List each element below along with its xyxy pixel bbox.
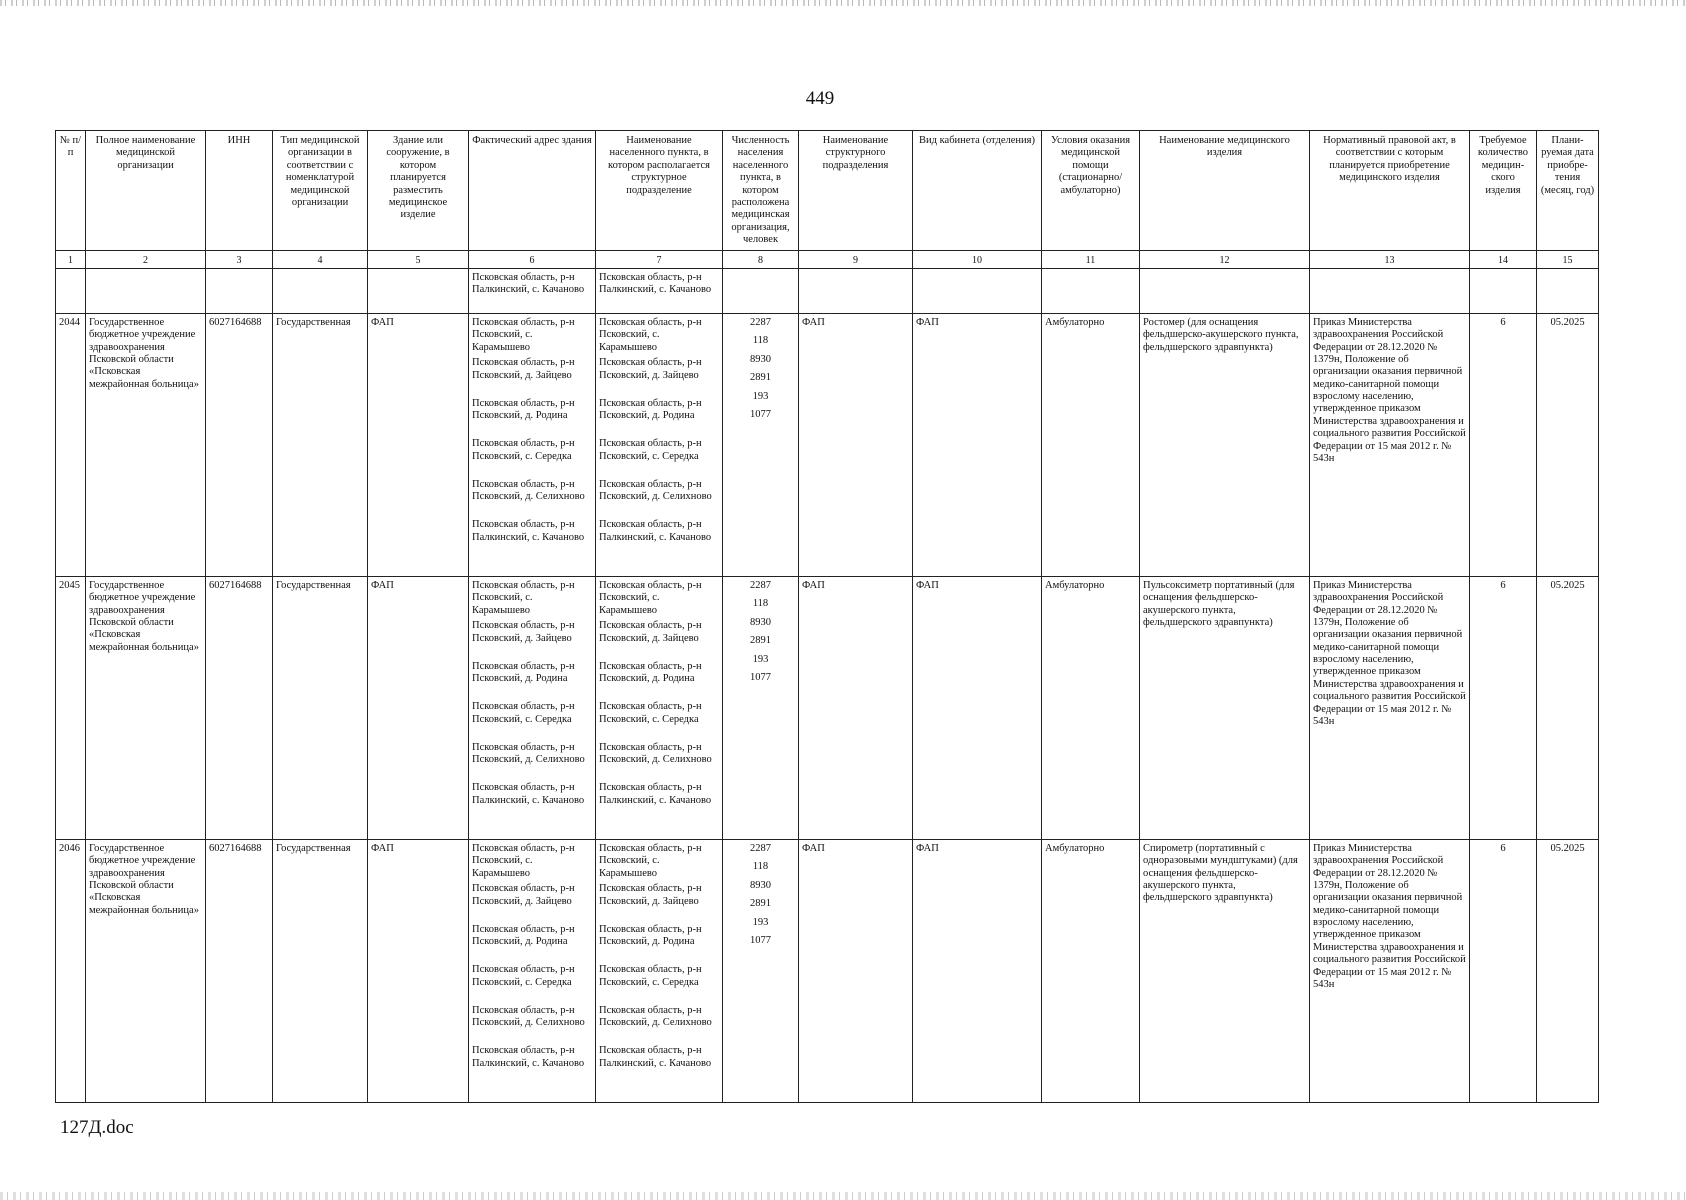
population-value: 118 [752, 598, 769, 610]
building-cell: ФАП [368, 313, 469, 576]
population-cell [723, 576, 799, 839]
cabinet-type-cell: ФАП [913, 313, 1042, 576]
header-cell: ИНН [206, 131, 273, 251]
header-cell: Наименование структурного подразделения [799, 131, 913, 251]
care-conditions-cell: Амбулаторно [1042, 313, 1140, 576]
care-conditions-cell: Амбулаторно [1042, 839, 1140, 1102]
settlement-entry: Псковская область, р-н Палкинский, с. Качаново [599, 1045, 712, 1069]
settlement-entry: Псковская область, р-н Псковский, с. Карамышево [599, 842, 702, 879]
address-entry: Псковская область, р-н Псковский, д. Зайцево [472, 883, 575, 907]
settlement-entry: Псковская область, р-н Псковский, д. Селихново [599, 1004, 712, 1029]
settlement-entry: Псковская область, р-н Псковский, с. Карамышево [599, 579, 702, 616]
settlement-entry: Псковская область, р-н Псковский, д. Зайцево [599, 357, 702, 381]
scan-edge-bottom [0, 1192, 1686, 1200]
address-entry: Псковская область, р-н Палкинский, с. Качаново [472, 782, 585, 806]
column-number-row [56, 251, 1599, 269]
header-cell: Наименование населенного пункта, в котором располагается структурное подразделение [596, 131, 723, 251]
quantity-cell: 6 [1470, 839, 1537, 1102]
column-number: 8 [723, 251, 799, 269]
header-cell: Вид кабинета (отделения) [913, 131, 1042, 251]
inn-cell: 6027164688 [206, 576, 273, 839]
settlement-cell: Псковская область, р-н Палкинский, с. Качаново [596, 268, 723, 313]
medical-device-cell: Пульсоксиметр портативный (для оснащения фельдшерско-акушерского пункта, фельдшерского здравпункта) [1140, 576, 1310, 839]
column-number: 10 [913, 251, 1042, 269]
care-conditions-cell: Амбулаторно [1042, 576, 1140, 839]
purchase-date-cell: 05.2025 [1537, 313, 1599, 576]
settlement-entry: Псковская область, р-н Псковский, д. Зайцево [599, 883, 702, 907]
address-entry: Псковская область, р-н Псковский, с. Середка [472, 964, 575, 988]
organization-cell: Государственное бюджетное учреждение здравоохранения Псковской области «Псковская межрайонная больница» [86, 839, 206, 1102]
row-number-cell: 2045 [56, 576, 86, 839]
settlement-cell [596, 839, 723, 1102]
organization-cell: Государственное бюджетное учреждение здравоохранения Псковской области «Псковская межрайонная больница» [86, 576, 206, 839]
column-number: 11 [1042, 251, 1140, 269]
header-cell: Тип медицинской организации в соответствии с номенклатурой медицинской организации [273, 131, 368, 251]
structural-unit-cell: ФАП [799, 576, 913, 839]
population-value: 2891 [750, 898, 771, 910]
address-entry: Псковская область, р-н Псковский, с. Карамышево [472, 316, 575, 353]
organization-cell: Государственное бюджетное учреждение здравоохранения Псковской области «Псковская межрайонная больница» [86, 313, 206, 576]
org-type-cell: Государственная [273, 839, 368, 1102]
column-number: 5 [368, 251, 469, 269]
column-number: 12 [1140, 251, 1310, 269]
address-entry: Псковская область, р-н Псковский, д. Родина [472, 660, 575, 685]
column-number: 6 [469, 251, 596, 269]
table-row [56, 313, 1599, 576]
purchase-date-cell: 05.2025 [1537, 576, 1599, 839]
building-cell: ФАП [368, 839, 469, 1102]
settlement-cell [596, 576, 723, 839]
population-value: 118 [752, 335, 769, 347]
address-entry: Псковская область, р-н Псковский, д. Зайцево [472, 357, 575, 381]
population-cell [723, 839, 799, 1102]
address-entry: Псковская область, р-н Псковский, с. Середка [472, 438, 575, 462]
quantity-cell: 6 [1470, 313, 1537, 576]
population-cell [723, 313, 799, 576]
continuation-row [56, 268, 1599, 313]
population-value: 118 [752, 861, 769, 873]
address-entry: Псковская область, р-н Палкинский, с. Качаново [472, 1045, 585, 1069]
population-value: 1077 [750, 672, 771, 684]
header-cell: Требуемое количество медицин-ского изделия [1470, 131, 1537, 251]
medical-device-cell: Ростомер (для оснащения фельдшерско-акушерского пункта, фельдшерского здравпункта) [1140, 313, 1310, 576]
column-number: 1 [56, 251, 86, 269]
address-entry: Псковская область, р-н Псковский, д. Селихново [472, 741, 585, 766]
purchase-date-cell: 05.2025 [1537, 839, 1599, 1102]
legal-act-cell: Приказ Министерства здравоохранения Российской Федерации от 28.12.2020 № 1379н, Положение об организации оказания первичной медико-санитарной помощи взрослому населению, утвержденное приказом Министерства здравоохранения и социального развития Российской Федерации от 15 мая 2012 г. № 543н [1310, 313, 1470, 576]
address-cell: Псковская область, р-н Палкинский, с. Качаново [469, 268, 596, 313]
header-cell: Здание или сооружение, в котором планируется разместить медицинское изделие [368, 131, 469, 251]
settlement-entry: Псковская область, р-н Палкинский, с. Качаново [599, 782, 712, 806]
settlement-cell [596, 313, 723, 576]
population-value: 1077 [750, 935, 771, 947]
header-cell: Численность населения населенного пункта, в котором расположена медицинская организация, человек [723, 131, 799, 251]
address-cell [469, 313, 596, 576]
address-entry: Псковская область, р-н Псковский, с. Середка [472, 701, 575, 725]
inn-cell: 6027164688 [206, 313, 273, 576]
inn-cell: 6027164688 [206, 839, 273, 1102]
population-value: 193 [752, 916, 769, 928]
population-value: 2287 [750, 579, 771, 591]
header-cell: № п/п [56, 131, 86, 251]
address-entry: Псковская область, р-н Псковский, д. Зайцево [472, 620, 575, 644]
header-cell: Плани-руемая дата приобре-тения (месяц, год) [1537, 131, 1599, 251]
column-number: 13 [1310, 251, 1470, 269]
column-number: 4 [273, 251, 368, 269]
org-type-cell: Государственная [273, 576, 368, 839]
settlement-entry: Псковская область, р-н Псковский, д. Родина [599, 923, 702, 948]
structural-unit-cell: ФАП [799, 313, 913, 576]
address-entry: Псковская область, р-н Псковский, с. Карамышево [472, 579, 575, 616]
column-number: 3 [206, 251, 273, 269]
row-number-cell: 2046 [56, 839, 86, 1102]
settlement-entry: Псковская область, р-н Псковский, д. Родина [599, 397, 702, 422]
header-cell: Полное наименование медицинской организации [86, 131, 206, 251]
column-number: 7 [596, 251, 723, 269]
table-row [56, 839, 1599, 1102]
address-entry: Псковская область, р-н Псковский, д. Селихново [472, 1004, 585, 1029]
address-entry: Псковская область, р-н Псковский, д. Родина [472, 923, 575, 948]
settlement-entry: Псковская область, р-н Псковский, с. Карамышево [599, 316, 702, 353]
address-entry: Псковская область, р-н Псковский, д. Родина [472, 397, 575, 422]
scan-edge-top [0, 0, 1686, 6]
org-type-cell: Государственная [273, 313, 368, 576]
settlement-entry: Псковская область, р-н Псковский, д. Селихново [599, 741, 712, 766]
settlement-entry: Псковская область, р-н Псковский, с. Середка [599, 964, 702, 988]
medical-device-cell: Спирометр (портативный с одноразовыми мундштуками) (для оснащения фельдшерско-акушерского пункта, фельдшерского здравпункта) [1140, 839, 1310, 1102]
column-number: 9 [799, 251, 913, 269]
address-cell [469, 839, 596, 1102]
settlement-entry: Псковская область, р-н Псковский, д. Зайцево [599, 620, 702, 644]
quantity-cell: 6 [1470, 576, 1537, 839]
structural-unit-cell: ФАП [799, 839, 913, 1102]
address-entry: Псковская область, р-н Палкинский, с. Качаново [472, 519, 585, 543]
cabinet-type-cell: ФАП [913, 576, 1042, 839]
settlement-entry: Псковская область, р-н Палкинский, с. Качаново [599, 519, 712, 543]
header-cell: Наименование медицинского изделия [1140, 131, 1310, 251]
cabinet-type-cell: ФАП [913, 839, 1042, 1102]
column-number: 15 [1537, 251, 1599, 269]
settlement-entry: Псковская область, р-н Псковский, с. Середка [599, 701, 702, 725]
address-entry: Псковская область, р-н Псковский, с. Карамышево [472, 842, 575, 879]
row-number-cell: 2044 [56, 313, 86, 576]
header-cell: Фактический адрес здания [469, 131, 596, 251]
legal-act-cell: Приказ Министерства здравоохранения Российской Федерации от 28.12.2020 № 1379н, Положение об организации оказания первичной медико-санитарной помощи взрослому населению, утвержденное приказом Министерства здравоохранения и социального развития Российской Федерации от 15 мая 2012 г. № 543н [1310, 576, 1470, 839]
population-value: 2891 [750, 635, 771, 647]
device-registry-table [55, 130, 1599, 1103]
population-value: 193 [752, 653, 769, 665]
document-filename: 127Д.doc [60, 1117, 134, 1138]
population-value: 8930 [750, 879, 771, 891]
population-value: 8930 [750, 616, 771, 628]
settlement-entry: Псковская область, р-н Псковский, д. Родина [599, 660, 702, 685]
population-value: 2287 [750, 842, 771, 854]
population-value: 8930 [750, 353, 771, 365]
header-cell: Условия оказания медицинской помощи (стационарно/ амбулаторно) [1042, 131, 1140, 251]
column-number: 14 [1470, 251, 1537, 269]
population-value: 2891 [750, 372, 771, 384]
settlement-entry: Псковская область, р-н Псковский, с. Середка [599, 438, 702, 462]
header-row [56, 131, 1599, 251]
header-cell: Нормативный правовой акт, в соответствии с которым планируется приобретение медицинского изделия [1310, 131, 1470, 251]
address-entry: Псковская область, р-н Псковский, д. Селихново [472, 478, 585, 503]
column-number: 2 [86, 251, 206, 269]
address-cell [469, 576, 596, 839]
building-cell: ФАП [368, 576, 469, 839]
table-row [56, 576, 1599, 839]
population-value: 193 [752, 390, 769, 402]
settlement-entry: Псковская область, р-н Псковский, д. Селихново [599, 478, 712, 503]
legal-act-cell: Приказ Министерства здравоохранения Российской Федерации от 28.12.2020 № 1379н, Положение об организации оказания первичной медико-санитарной помощи взрослому населению, утвержденное приказом Министерства здравоохранения и социального развития Российской Федерации от 15 мая 2012 г. № 543н [1310, 839, 1470, 1102]
population-value: 1077 [750, 409, 771, 421]
page-number: 449 [805, 88, 835, 109]
population-value: 2287 [750, 316, 771, 328]
